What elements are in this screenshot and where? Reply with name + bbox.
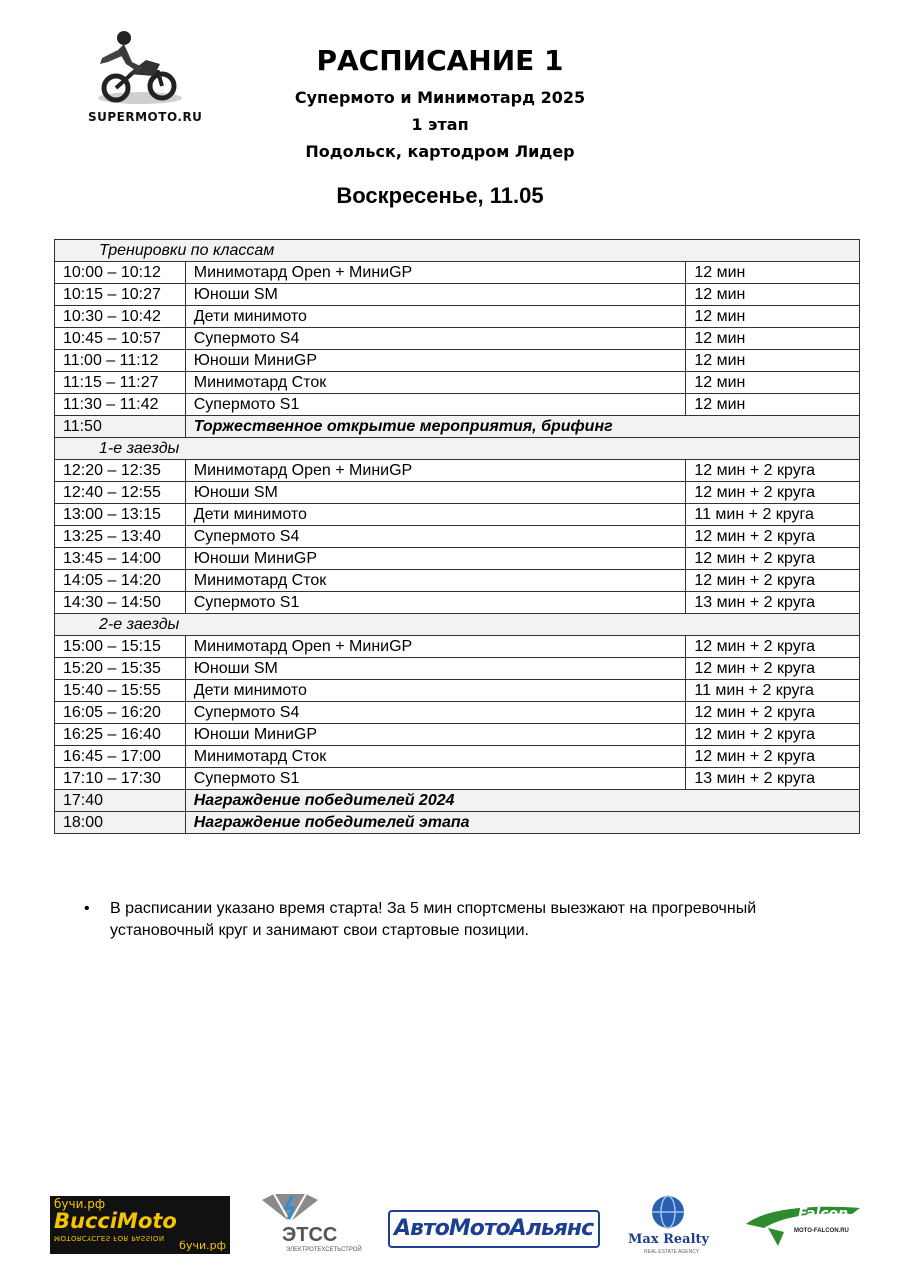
time-cell: 17:10 – 17:30 — [55, 768, 186, 790]
class-cell: Супермото S1 — [185, 394, 686, 416]
duration-cell: 12 мин — [686, 284, 860, 306]
time-cell: 12:40 – 12:55 — [55, 482, 186, 504]
time-cell: 10:30 – 10:42 — [55, 306, 186, 328]
day-heading: Воскресенье, 11.05 — [336, 183, 544, 208]
bucci-name: BucciMoto — [54, 1209, 177, 1233]
event-row — [55, 416, 860, 438]
etss-name: ЭТСС — [282, 1224, 338, 1246]
duration-cell: 12 мин — [686, 394, 860, 416]
sponsor-maxrealty — [624, 1194, 714, 1256]
page-subtitle: Супермото и Минимотард 2025 — [294, 88, 586, 107]
duration-cell: 13 мин + 2 круга — [686, 768, 860, 790]
sponsor-falcon — [744, 1202, 862, 1248]
note-text: В расписании указано время старта! За 5 мин спортсмены выезжают на прогревочный установочный круг и занимают свои стартовые позиции. — [110, 900, 757, 939]
falcon-sub: MOTO-FALCON.RU — [794, 1228, 849, 1234]
class-cell: Дети минимото — [185, 504, 686, 526]
class-cell: Минимотард Сток — [185, 746, 686, 768]
table-row — [55, 460, 860, 482]
time-cell: 15:40 – 15:55 — [55, 680, 186, 702]
table-row — [55, 526, 860, 548]
table-row — [55, 306, 860, 328]
class-cell: Супермото S1 — [185, 592, 686, 614]
time-cell: 13:00 – 13:15 — [55, 504, 186, 526]
duration-cell: 11 мин + 2 круга — [686, 680, 860, 702]
duration-cell: 12 мин + 2 круга — [686, 636, 860, 658]
table-row — [55, 504, 860, 526]
class-cell: Юноши МиниGP — [185, 350, 686, 372]
diamond-icon — [260, 1192, 320, 1224]
table-row — [55, 394, 860, 416]
table-row — [55, 548, 860, 570]
time-cell: 15:00 – 15:15 — [55, 636, 186, 658]
class-cell: Минимотард Open + МиниGP — [185, 636, 686, 658]
duration-cell: 12 мин — [686, 328, 860, 350]
bullet-icon: • — [84, 900, 90, 917]
sponsors-bar — [50, 1192, 870, 1258]
time-cell: 16:05 – 16:20 — [55, 702, 186, 724]
table-row — [55, 724, 860, 746]
class-cell: Супермото S4 — [185, 702, 686, 724]
class-cell: Минимотард Сток — [185, 570, 686, 592]
page-title: РАСПИСАНИЕ 1 — [316, 44, 564, 77]
table-row — [55, 372, 860, 394]
time-cell: 12:20 – 12:35 — [55, 460, 186, 482]
table-row — [55, 702, 860, 724]
time-cell: 17:40 — [55, 790, 186, 812]
note — [84, 898, 764, 942]
duration-cell: 11 мин + 2 круга — [686, 504, 860, 526]
table-row — [55, 350, 860, 372]
duration-cell: 12 мин + 2 круга — [686, 570, 860, 592]
duration-cell: 13 мин + 2 круга — [686, 592, 860, 614]
duration-cell: 12 мин + 2 круга — [686, 724, 860, 746]
etss-sub: ЭЛЕКТРОТЕХСЕТЬСТРОЙ — [286, 1247, 362, 1253]
section-title: 1-е заезды — [55, 438, 860, 460]
time-cell: 10:00 – 10:12 — [55, 262, 186, 284]
maxrealty-name: Max Realty — [628, 1232, 710, 1247]
table-row — [55, 680, 860, 702]
duration-cell: 12 мин — [686, 372, 860, 394]
table-row — [55, 746, 860, 768]
section-title: 2-е заезды — [55, 614, 860, 636]
time-cell: 15:20 – 15:35 — [55, 658, 186, 680]
table-row — [55, 636, 860, 658]
event-cell: Награждение победителей 2024 — [185, 790, 859, 812]
time-cell: 16:25 – 16:40 — [55, 724, 186, 746]
time-cell: 11:00 – 11:12 — [55, 350, 186, 372]
sponsor-buccimoto — [50, 1196, 230, 1254]
sponsor-etss — [256, 1192, 362, 1258]
table-row — [55, 482, 860, 504]
table-row — [55, 284, 860, 306]
time-cell: 10:15 – 10:27 — [55, 284, 186, 306]
class-cell: Дети минимото — [185, 306, 686, 328]
section-title: Тренировки по классам — [55, 240, 860, 262]
table-row — [55, 570, 860, 592]
time-cell: 18:00 — [55, 812, 186, 834]
location-label: Подольск, картодром Лидер — [305, 142, 575, 161]
class-cell: Минимотард Open + МиниGP — [185, 262, 686, 284]
time-cell: 11:15 – 11:27 — [55, 372, 186, 394]
class-cell: Юноши МиниGP — [185, 548, 686, 570]
globe-icon — [650, 1194, 686, 1230]
section-row — [55, 438, 860, 460]
duration-cell: 12 мин — [686, 262, 860, 284]
stage-label: 1 этап — [411, 115, 469, 134]
duration-cell: 12 мин + 2 круга — [686, 746, 860, 768]
section-row — [55, 240, 860, 262]
class-cell: Юноши SM — [185, 284, 686, 306]
falcon-name: Falcon — [798, 1206, 849, 1222]
class-cell: Юноши SM — [185, 658, 686, 680]
automoto-name: АвтоМотоАльянс — [394, 1216, 594, 1241]
time-cell: 13:25 – 13:40 — [55, 526, 186, 548]
class-cell: Минимотард Сток — [185, 372, 686, 394]
event-cell: Торжественное открытие мероприятия, брифинг — [185, 416, 859, 438]
table-row — [55, 658, 860, 680]
duration-cell: 12 мин + 2 круга — [686, 548, 860, 570]
class-cell: Минимотард Open + МиниGP — [185, 460, 686, 482]
section-row — [55, 614, 860, 636]
time-cell: 10:45 – 10:57 — [55, 328, 186, 350]
maxrealty-sub: REAL ESTATE AGENCY — [644, 1249, 700, 1255]
bucci-tagline: MOTORCYCLES FOR PASSION — [54, 1234, 165, 1242]
duration-cell: 12 мин — [686, 350, 860, 372]
event-row — [55, 790, 860, 812]
time-cell: 11:50 — [55, 416, 186, 438]
time-cell: 14:30 – 14:50 — [55, 592, 186, 614]
class-cell: Супермото S4 — [185, 328, 686, 350]
event-row — [55, 812, 860, 834]
class-cell: Юноши SM — [185, 482, 686, 504]
class-cell: Супермото S4 — [185, 526, 686, 548]
duration-cell: 12 мин — [686, 306, 860, 328]
class-cell: Супермото S1 — [185, 768, 686, 790]
bucci-bottom-text: бучи.рф — [179, 1239, 226, 1252]
schedule-table — [54, 239, 860, 834]
class-cell: Дети минимото — [185, 680, 686, 702]
time-cell: 14:05 – 14:20 — [55, 570, 186, 592]
sponsor-automoto — [388, 1210, 600, 1248]
table-row — [55, 768, 860, 790]
table-row — [55, 592, 860, 614]
duration-cell: 12 мин + 2 круга — [686, 482, 860, 504]
duration-cell: 12 мин + 2 круга — [686, 526, 860, 548]
duration-cell: 12 мин + 2 круга — [686, 460, 860, 482]
time-cell: 16:45 – 17:00 — [55, 746, 186, 768]
time-cell: 11:30 – 11:42 — [55, 394, 186, 416]
table-row — [55, 328, 860, 350]
bucci-top-text: бучи.рф — [54, 1197, 106, 1211]
duration-cell: 12 мин + 2 круга — [686, 702, 860, 724]
table-row — [55, 262, 860, 284]
logo-text: SUPERMOTO.RU — [88, 110, 203, 124]
event-cell: Награждение победителей этапа — [185, 812, 859, 834]
class-cell: Юноши МиниGP — [185, 724, 686, 746]
time-cell: 13:45 – 14:00 — [55, 548, 186, 570]
duration-cell: 12 мин + 2 круга — [686, 658, 860, 680]
